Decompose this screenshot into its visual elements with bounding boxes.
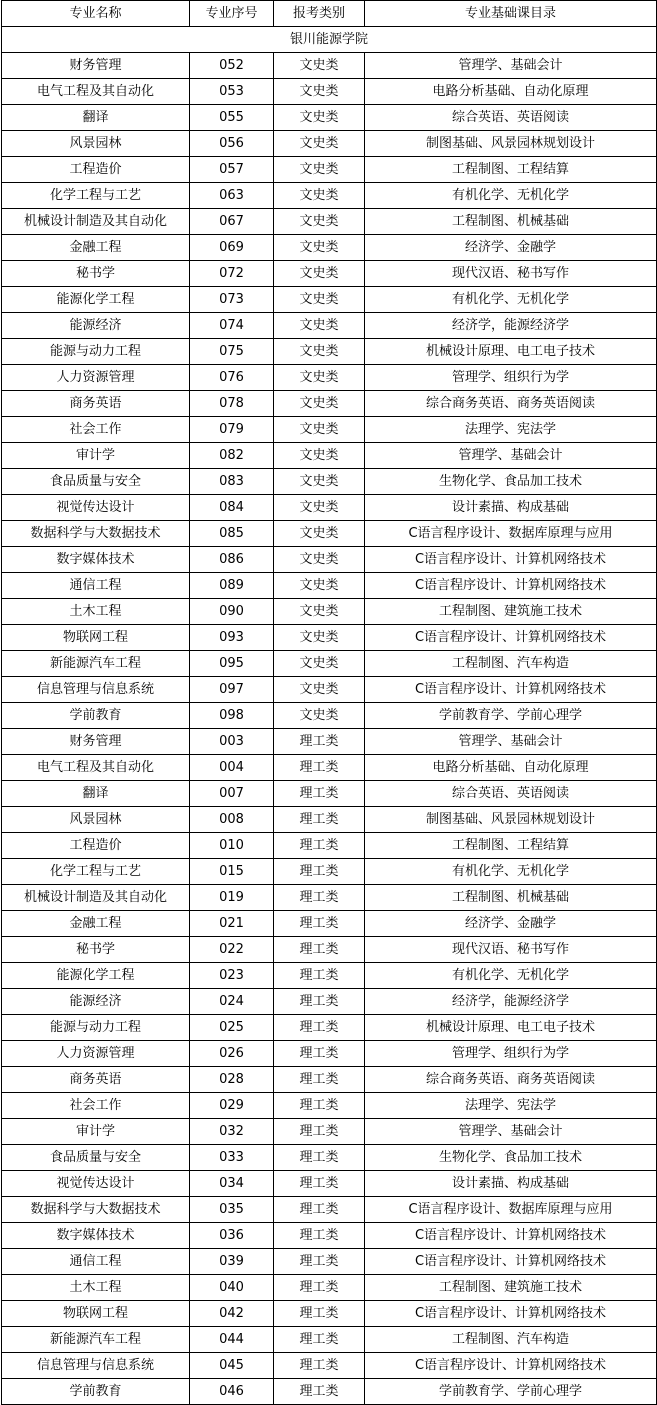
cell-major-name: 化学工程与工艺: [2, 183, 190, 209]
cell-major-name: 能源化学工程: [2, 963, 190, 989]
cell-courses: 工程制图、建筑施工技术: [365, 1275, 657, 1301]
cell-category: 理工类: [274, 1275, 365, 1301]
cell-major-name: 通信工程: [2, 573, 190, 599]
cell-category: 理工类: [274, 1353, 365, 1379]
cell-category: 文史类: [274, 599, 365, 625]
cell-category: 文史类: [274, 53, 365, 79]
cell-major-code: 090: [190, 599, 274, 625]
school-row: [2, 27, 657, 53]
table-row: [2, 937, 657, 963]
cell-category: 理工类: [274, 885, 365, 911]
cell-major-code: 032: [190, 1119, 274, 1145]
cell-courses: 机械设计原理、电工电子技术: [365, 1015, 657, 1041]
cell-category: 理工类: [274, 807, 365, 833]
table-row: [2, 443, 657, 469]
cell-major-name: 翻译: [2, 105, 190, 131]
table-row: [2, 625, 657, 651]
cell-major-code: 074: [190, 313, 274, 339]
table-row: [2, 1353, 657, 1379]
table-row: [2, 521, 657, 547]
table-row: [2, 859, 657, 885]
table-row: [2, 1379, 657, 1405]
table-row: [2, 651, 657, 677]
table-row: [2, 1249, 657, 1275]
cell-category: 文史类: [274, 235, 365, 261]
cell-major-name: 化学工程与工艺: [2, 859, 190, 885]
cell-courses: 经济学、金融学: [365, 911, 657, 937]
cell-major-name: 人力资源管理: [2, 1041, 190, 1067]
cell-category: 理工类: [274, 729, 365, 755]
cell-category: 理工类: [274, 937, 365, 963]
table-row: [2, 807, 657, 833]
cell-major-name: 工程造价: [2, 833, 190, 859]
cell-courses: 法理学、宪法学: [365, 1093, 657, 1119]
cell-category: 理工类: [274, 781, 365, 807]
cell-courses: 法理学、宪法学: [365, 417, 657, 443]
cell-major-name: 信息管理与信息系统: [2, 677, 190, 703]
cell-major-code: 098: [190, 703, 274, 729]
cell-category: 文史类: [274, 313, 365, 339]
cell-courses: 管理学、基础会计: [365, 53, 657, 79]
cell-category: 文史类: [274, 339, 365, 365]
cell-courses: 工程制图、工程结算: [365, 157, 657, 183]
cell-major-code: 033: [190, 1145, 274, 1171]
cell-major-name: 能源化学工程: [2, 287, 190, 313]
cell-category: 文史类: [274, 573, 365, 599]
cell-major-code: 057: [190, 157, 274, 183]
table-row: [2, 1327, 657, 1353]
cell-category: 理工类: [274, 1379, 365, 1405]
cell-courses: 有机化学、无机化学: [365, 287, 657, 313]
cell-courses: 现代汉语、秘书写作: [365, 937, 657, 963]
cell-category: 理工类: [274, 1041, 365, 1067]
table-row: [2, 365, 657, 391]
cell-major-code: 029: [190, 1093, 274, 1119]
cell-category: 文史类: [274, 105, 365, 131]
cell-courses: 经济学、金融学: [365, 235, 657, 261]
cell-major-code: 021: [190, 911, 274, 937]
cell-major-name: 电气工程及其自动化: [2, 79, 190, 105]
cell-major-code: 067: [190, 209, 274, 235]
cell-major-code: 036: [190, 1223, 274, 1249]
table-row: [2, 989, 657, 1015]
cell-major-code: 019: [190, 885, 274, 911]
cell-category: 文史类: [274, 157, 365, 183]
cell-category: 理工类: [274, 989, 365, 1015]
cell-major-name: 社会工作: [2, 417, 190, 443]
cell-category: 文史类: [274, 79, 365, 105]
cell-major-name: 视觉传达设计: [2, 495, 190, 521]
cell-major-name: 视觉传达设计: [2, 1171, 190, 1197]
table-row: [2, 703, 657, 729]
cell-major-name: 能源与动力工程: [2, 1015, 190, 1041]
cell-category: 文史类: [274, 443, 365, 469]
school-name: 银川能源学院: [2, 27, 657, 53]
cell-major-code: 079: [190, 417, 274, 443]
cell-major-name: 通信工程: [2, 1249, 190, 1275]
cell-major-name: 秘书学: [2, 937, 190, 963]
cell-category: 文史类: [274, 261, 365, 287]
cell-category: 文史类: [274, 365, 365, 391]
cell-major-code: 003: [190, 729, 274, 755]
cell-category: 文史类: [274, 495, 365, 521]
cell-major-name: 新能源汽车工程: [2, 651, 190, 677]
cell-courses: 制图基础、风景园林规划设计: [365, 807, 657, 833]
cell-courses: 管理学、基础会计: [365, 443, 657, 469]
cell-category: 理工类: [274, 1301, 365, 1327]
cell-courses: 综合商务英语、商务英语阅读: [365, 391, 657, 417]
cell-major-code: 076: [190, 365, 274, 391]
cell-courses: C语言程序设计、计算机网络技术: [365, 1249, 657, 1275]
cell-courses: 工程制图、建筑施工技术: [365, 599, 657, 625]
table-body: [2, 27, 657, 1405]
cell-courses: 设计素描、构成基础: [365, 495, 657, 521]
cell-courses: 现代汉语、秘书写作: [365, 261, 657, 287]
cell-category: 理工类: [274, 963, 365, 989]
table-row: [2, 1067, 657, 1093]
cell-major-name: 秘书学: [2, 261, 190, 287]
cell-courses: 工程制图、工程结算: [365, 833, 657, 859]
table-row: [2, 1171, 657, 1197]
cell-major-name: 土木工程: [2, 1275, 190, 1301]
cell-major-name: 物联网工程: [2, 1301, 190, 1327]
cell-major-code: 015: [190, 859, 274, 885]
cell-major-code: 035: [190, 1197, 274, 1223]
cell-major-name: 机械设计制造及其自动化: [2, 885, 190, 911]
cell-courses: C语言程序设计、计算机网络技术: [365, 573, 657, 599]
table-row: [2, 1145, 657, 1171]
cell-major-name: 能源与动力工程: [2, 339, 190, 365]
cell-courses: 学前教育学、学前心理学: [365, 703, 657, 729]
cell-major-name: 翻译: [2, 781, 190, 807]
cell-major-name: 工程造价: [2, 157, 190, 183]
cell-major-name: 信息管理与信息系统: [2, 1353, 190, 1379]
cell-courses: C语言程序设计、数据库原理与应用: [365, 521, 657, 547]
cell-major-name: 食品质量与安全: [2, 469, 190, 495]
header-row: [2, 1, 657, 27]
table-row: [2, 833, 657, 859]
cell-major-code: 010: [190, 833, 274, 859]
table-row: [2, 287, 657, 313]
cell-major-name: 能源经济: [2, 989, 190, 1015]
cell-major-code: 026: [190, 1041, 274, 1067]
table-row: [2, 781, 657, 807]
cell-courses: 生物化学、食品加工技术: [365, 469, 657, 495]
cell-major-name: 数据科学与大数据技术: [2, 521, 190, 547]
cell-major-code: 028: [190, 1067, 274, 1093]
table-row: [2, 131, 657, 157]
cell-major-code: 040: [190, 1275, 274, 1301]
cell-category: 文史类: [274, 183, 365, 209]
cell-category: 文史类: [274, 677, 365, 703]
cell-major-code: 097: [190, 677, 274, 703]
cell-major-name: 金融工程: [2, 235, 190, 261]
cell-courses: C语言程序设计、计算机网络技术: [365, 547, 657, 573]
table-row: [2, 391, 657, 417]
cell-major-code: 008: [190, 807, 274, 833]
table-row: [2, 911, 657, 937]
cell-major-code: 024: [190, 989, 274, 1015]
cell-courses: 机械设计原理、电工电子技术: [365, 339, 657, 365]
cell-major-name: 机械设计制造及其自动化: [2, 209, 190, 235]
cell-courses: 电路分析基础、自动化原理: [365, 79, 657, 105]
cell-courses: 工程制图、机械基础: [365, 885, 657, 911]
cell-major-name: 物联网工程: [2, 625, 190, 651]
cell-category: 文史类: [274, 287, 365, 313]
cell-major-code: 007: [190, 781, 274, 807]
table-row: [2, 1093, 657, 1119]
cell-major-code: 055: [190, 105, 274, 131]
cell-courses: C语言程序设计、计算机网络技术: [365, 625, 657, 651]
table-row: [2, 261, 657, 287]
cell-category: 文史类: [274, 417, 365, 443]
cell-category: 文史类: [274, 625, 365, 651]
cell-courses: 管理学、基础会计: [365, 729, 657, 755]
table-row: [2, 729, 657, 755]
cell-major-code: 053: [190, 79, 274, 105]
table-row: [2, 755, 657, 781]
cell-major-name: 数字媒体技术: [2, 1223, 190, 1249]
cell-courses: 管理学、基础会计: [365, 1119, 657, 1145]
cell-major-code: 052: [190, 53, 274, 79]
cell-courses: C语言程序设计、数据库原理与应用: [365, 1197, 657, 1223]
table-row: [2, 1015, 657, 1041]
majors-table: [1, 0, 657, 1405]
cell-courses: C语言程序设计、计算机网络技术: [365, 1301, 657, 1327]
cell-major-name: 能源经济: [2, 313, 190, 339]
cell-major-code: 069: [190, 235, 274, 261]
table-row: [2, 1197, 657, 1223]
cell-category: 文史类: [274, 547, 365, 573]
cell-category: 文史类: [274, 703, 365, 729]
cell-major-name: 土木工程: [2, 599, 190, 625]
cell-major-code: 073: [190, 287, 274, 313]
cell-major-name: 财务管理: [2, 729, 190, 755]
cell-major-code: 044: [190, 1327, 274, 1353]
cell-category: 文史类: [274, 651, 365, 677]
cell-major-code: 084: [190, 495, 274, 521]
cell-major-code: 075: [190, 339, 274, 365]
cell-major-name: 审计学: [2, 1119, 190, 1145]
cell-category: 文史类: [274, 391, 365, 417]
cell-major-name: 新能源汽车工程: [2, 1327, 190, 1353]
cell-courses: 管理学、组织行为学: [365, 1041, 657, 1067]
cell-major-name: 人力资源管理: [2, 365, 190, 391]
table-row: [2, 1275, 657, 1301]
cell-major-name: 学前教育: [2, 1379, 190, 1405]
table-row: [2, 677, 657, 703]
cell-category: 理工类: [274, 833, 365, 859]
cell-major-name: 商务英语: [2, 391, 190, 417]
header-courses: 专业基础课目录: [365, 1, 657, 27]
table-row: [2, 1223, 657, 1249]
table-row: [2, 417, 657, 443]
cell-category: 理工类: [274, 755, 365, 781]
table-header: [2, 1, 657, 27]
cell-courses: 管理学、组织行为学: [365, 365, 657, 391]
table-row: [2, 105, 657, 131]
cell-major-name: 数据科学与大数据技术: [2, 1197, 190, 1223]
cell-courses: 综合商务英语、商务英语阅读: [365, 1067, 657, 1093]
table-row: [2, 495, 657, 521]
cell-category: 理工类: [274, 1067, 365, 1093]
header-category: 报考类别: [274, 1, 365, 27]
table-row: [2, 599, 657, 625]
cell-category: 理工类: [274, 1171, 365, 1197]
table-row: [2, 1301, 657, 1327]
table-row: [2, 963, 657, 989]
cell-category: 文史类: [274, 469, 365, 495]
cell-category: 文史类: [274, 131, 365, 157]
table-row: [2, 573, 657, 599]
table-row: [2, 209, 657, 235]
cell-courses: 经济学，能源经济学: [365, 313, 657, 339]
cell-category: 理工类: [274, 1197, 365, 1223]
cell-courses: 有机化学、无机化学: [365, 859, 657, 885]
cell-major-code: 056: [190, 131, 274, 157]
table-row: [2, 547, 657, 573]
cell-major-code: 083: [190, 469, 274, 495]
cell-courses: 工程制图、汽车构造: [365, 1327, 657, 1353]
cell-major-name: 财务管理: [2, 53, 190, 79]
cell-major-code: 046: [190, 1379, 274, 1405]
cell-major-name: 审计学: [2, 443, 190, 469]
cell-courses: 制图基础、风景园林规划设计: [365, 131, 657, 157]
cell-courses: 生物化学、食品加工技术: [365, 1145, 657, 1171]
table-row: [2, 235, 657, 261]
cell-courses: C语言程序设计、计算机网络技术: [365, 1223, 657, 1249]
cell-category: 理工类: [274, 911, 365, 937]
cell-major-name: 风景园林: [2, 807, 190, 833]
header-major-name: 专业名称: [2, 1, 190, 27]
cell-category: 理工类: [274, 1249, 365, 1275]
table-row: [2, 885, 657, 911]
cell-major-name: 食品质量与安全: [2, 1145, 190, 1171]
cell-major-code: 004: [190, 755, 274, 781]
table-row: [2, 157, 657, 183]
table-row: [2, 1119, 657, 1145]
cell-major-code: 082: [190, 443, 274, 469]
cell-major-code: 095: [190, 651, 274, 677]
cell-major-name: 学前教育: [2, 703, 190, 729]
cell-category: 理工类: [274, 1015, 365, 1041]
cell-major-name: 社会工作: [2, 1093, 190, 1119]
cell-courses: 电路分析基础、自动化原理: [365, 755, 657, 781]
table-row: [2, 53, 657, 79]
cell-category: 文史类: [274, 209, 365, 235]
cell-major-name: 电气工程及其自动化: [2, 755, 190, 781]
cell-category: 理工类: [274, 1223, 365, 1249]
cell-major-code: 034: [190, 1171, 274, 1197]
cell-major-code: 086: [190, 547, 274, 573]
cell-category: 理工类: [274, 1093, 365, 1119]
cell-major-name: 金融工程: [2, 911, 190, 937]
cell-major-code: 022: [190, 937, 274, 963]
cell-category: 理工类: [274, 1327, 365, 1353]
cell-major-name: 风景园林: [2, 131, 190, 157]
cell-category: 理工类: [274, 859, 365, 885]
cell-courses: 设计素描、构成基础: [365, 1171, 657, 1197]
cell-major-code: 072: [190, 261, 274, 287]
table-row: [2, 183, 657, 209]
cell-major-code: 023: [190, 963, 274, 989]
cell-courses: 有机化学、无机化学: [365, 183, 657, 209]
cell-major-code: 063: [190, 183, 274, 209]
cell-courses: 学前教育学、学前心理学: [365, 1379, 657, 1405]
header-major-code: 专业序号: [190, 1, 274, 27]
cell-courses: 工程制图、机械基础: [365, 209, 657, 235]
table-row: [2, 313, 657, 339]
cell-courses: 综合英语、英语阅读: [365, 105, 657, 131]
cell-major-code: 039: [190, 1249, 274, 1275]
cell-courses: C语言程序设计、计算机网络技术: [365, 1353, 657, 1379]
cell-major-code: 045: [190, 1353, 274, 1379]
cell-major-code: 042: [190, 1301, 274, 1327]
cell-category: 理工类: [274, 1145, 365, 1171]
cell-courses: 工程制图、汽车构造: [365, 651, 657, 677]
cell-courses: 综合英语、英语阅读: [365, 781, 657, 807]
cell-courses: 有机化学、无机化学: [365, 963, 657, 989]
table-row: [2, 339, 657, 365]
cell-courses: 经济学，能源经济学: [365, 989, 657, 1015]
table-row: [2, 1041, 657, 1067]
cell-category: 理工类: [274, 1119, 365, 1145]
cell-major-code: 025: [190, 1015, 274, 1041]
table-row: [2, 469, 657, 495]
cell-major-code: 089: [190, 573, 274, 599]
table-row: [2, 79, 657, 105]
cell-category: 文史类: [274, 521, 365, 547]
cell-courses: C语言程序设计、计算机网络技术: [365, 677, 657, 703]
cell-major-name: 商务英语: [2, 1067, 190, 1093]
cell-major-name: 数字媒体技术: [2, 547, 190, 573]
cell-major-code: 093: [190, 625, 274, 651]
cell-major-code: 078: [190, 391, 274, 417]
cell-major-code: 085: [190, 521, 274, 547]
